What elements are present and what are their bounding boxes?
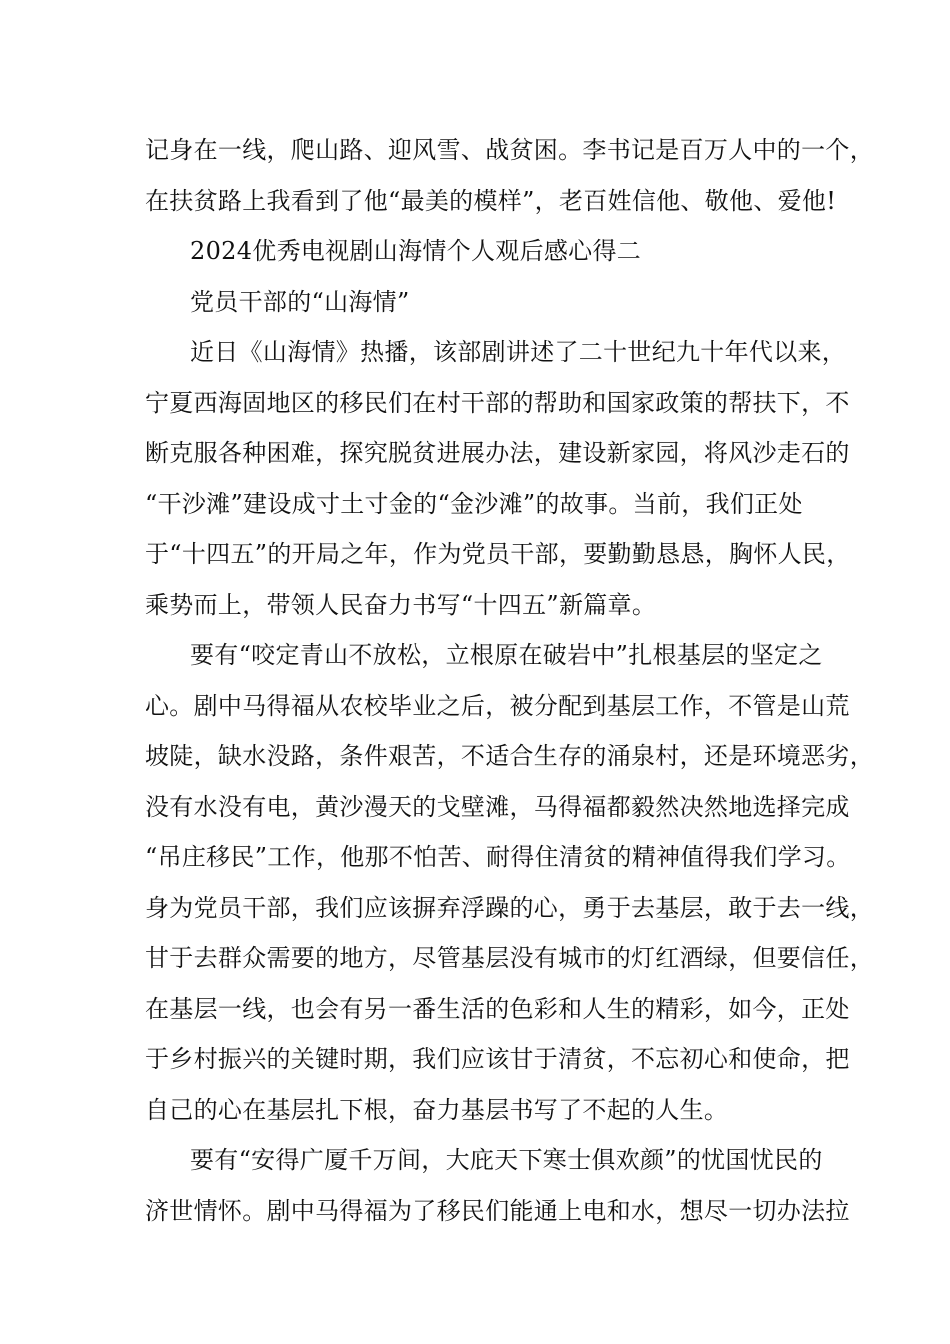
text-line: 心。剧中马得福从农校毕业之后，被分配到基层工作，不管是山荒 — [145, 692, 850, 720]
text-line: “干沙滩”建设成寸土寸金的“金沙滩”的故事。当前，我们正处 — [145, 490, 803, 518]
text-line: “吊庄移民”工作，他那不怕苦、耐得住清贫的精神值得我们学习。 — [145, 843, 851, 871]
text-line: 记身在一线，爬山路、迎风雪、战贫困。李书记是百万人中的一个， — [145, 136, 874, 164]
text-line: 坡陡，缺水没路，条件艰苦，不适合生存的涌泉村，还是环境恶劣， — [145, 742, 874, 770]
text-line: 乘势而上，带领人民奋力书写“十四五”新篇章。 — [145, 591, 657, 619]
text-line: 于“十四五”的开局之年，作为党员干部，要勤勤恳恳，胸怀人民， — [145, 540, 851, 568]
section-heading: 2024优秀电视剧山海情个人观后感心得二 — [190, 237, 642, 265]
text-line: 断克服各种困难，探究脱贫进展办法，建设新家园，将风沙走石的 — [145, 439, 850, 467]
text-line: 甘于去群众需要的地方，尽管基层没有城市的灯红酒绿，但要信任， — [145, 944, 874, 972]
article-title: 党员干部的“山海情” — [190, 288, 410, 316]
text-line: 要有“安得广厦千万间，大庇天下寒士俱欢颜”的忧国忧民的 — [190, 1146, 823, 1174]
text-line: 宁夏西海固地区的移民们在村干部的帮助和国家政策的帮扶下，不 — [145, 389, 850, 417]
text-line: 于乡村振兴的关键时期，我们应该甘于清贫，不忘初心和使命，把 — [145, 1045, 850, 1073]
text-line: 近日《山海情》热播，该部剧讲述了二十世纪九十年代以来， — [190, 338, 847, 366]
text-line: 济世情怀。剧中马得福为了移民们能通上电和水，想尽一切办法拉 — [145, 1197, 850, 1225]
text-line: 没有水没有电，黄沙漫天的戈壁滩，马得福都毅然决然地选择完成 — [145, 793, 850, 821]
text-line: 要有“咬定青山不放松，立根原在破岩中”扎根基层的坚定之 — [190, 641, 823, 669]
text-line: 在扶贫路上我看到了他“最美的模样”，老百姓信他、敬他、爱他! — [145, 187, 837, 215]
text-line: 在基层一线，也会有另一番生活的色彩和人生的精彩，如今，正处 — [145, 995, 850, 1023]
text-line: 自己的心在基层扎下根，奋力基层书写了不起的人生。 — [145, 1096, 729, 1124]
text-line: 身为党员干部，我们应该摒弃浮躁的心，勇于去基层，敢于去一线， — [145, 894, 874, 922]
